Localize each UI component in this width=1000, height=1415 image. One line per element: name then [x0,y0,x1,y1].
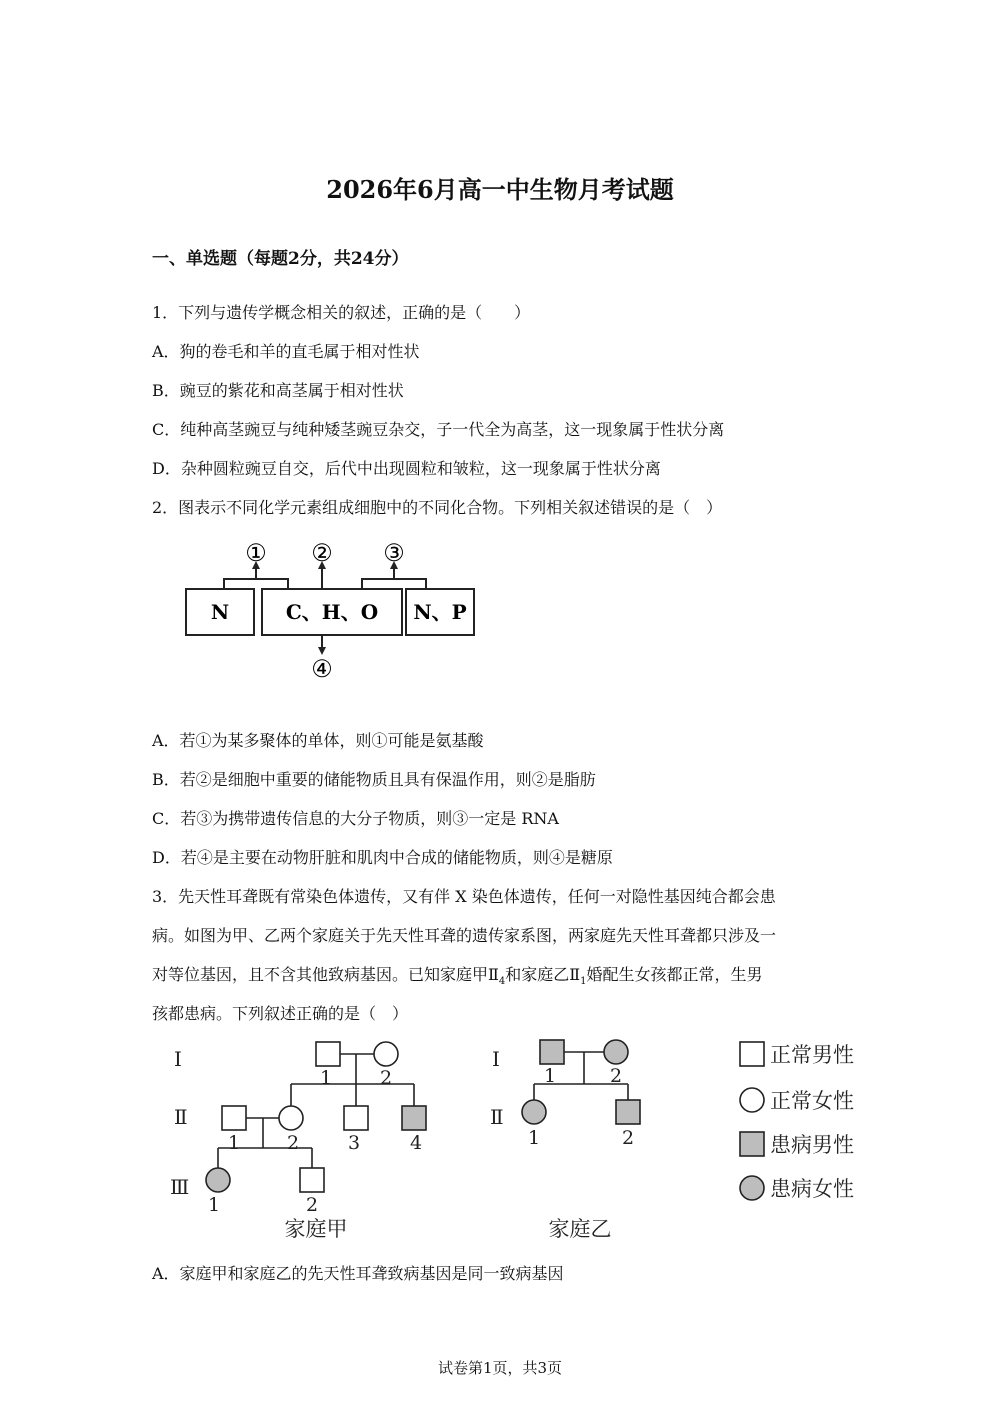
q3-stem-line-3-part3: 婚配生女孩都正常，生男 [586,965,763,984]
legend-affected-female-symbol [740,1176,764,1200]
label-4: ④ [311,655,333,683]
q3-stem-line-3-part2: 和家庭乙Ⅱ [505,965,581,984]
a-ii2-normal-female [279,1106,303,1130]
a-i2-normal-female [374,1042,398,1066]
q1-stem: 1．下列与遗传学概念相关的叙述，正确的是（ ） [152,303,531,322]
box-n-label: N [210,600,230,624]
b-ii2-affected-male [616,1100,640,1124]
gen-label-iii-a: Ⅲ [170,1175,190,1199]
a-ii4-affected-male [402,1106,426,1130]
q3-sub-4: 4 [498,976,506,988]
b-ii1-affected-female [522,1100,546,1124]
b-ii1-number: 1 [527,1127,541,1149]
gen-label-ii-b: Ⅱ [490,1105,504,1129]
legend-normal-female: 正常女性 [770,1089,854,1113]
b-i2-affected-female [604,1040,628,1064]
q2-option-c: C．若③为携带遗传信息的大分子物质，则③一定是 RNA [152,809,559,828]
pedigree-chart [150,1030,890,1250]
legend-normal-female-symbol [740,1088,764,1112]
q3-stem-line-2: 病。如图为甲、乙两个家庭关于先天性耳聋的遗传家系图，两家庭先天性耳聋都只涉及一 [152,926,777,945]
gen-label-ii-a: Ⅱ [174,1105,188,1129]
family-b-caption: 家庭乙 [548,1217,612,1241]
gen-label-i-a: Ⅰ [174,1047,182,1071]
element-compound-diagram [180,535,480,685]
label-3: ③ [383,539,405,567]
q1-option-d: D．杂种圆粒豌豆自交，后代中出现圆粒和皱粒，这一现象属于性状分离 [152,459,661,478]
q2-stem: 2．图表示不同化学元素组成细胞中的不同化合物。下列相关叙述错误的是（ ） [152,498,723,517]
a-iii1-number: 1 [207,1194,221,1216]
legend-affected-male: 患病男性 [770,1133,854,1157]
a-ii3-normal-male [344,1106,368,1130]
a-iii2-number: 2 [305,1194,319,1216]
label-2: ② [311,539,333,567]
a-iii2-normal-male [300,1168,324,1192]
gen-label-i-b: Ⅰ [492,1047,500,1071]
legend-normal-male-symbol [740,1042,764,1066]
page-title: 2026年6月高一中生物月考试题 [326,175,674,204]
a-i1-normal-male [316,1042,340,1066]
page-footer: 试卷第1页，共3页 [437,1359,563,1377]
box-np-label: N、P [413,600,467,624]
a-ii4-number: 4 [409,1132,423,1154]
q3-stem-line-3-part1: 对等位基因，且不含其他致病基因。已知家庭甲Ⅱ [152,965,499,984]
a-ii2-number: 2 [286,1132,300,1154]
b-i1-affected-male [540,1040,564,1064]
legend-normal-male: 正常男性 [770,1043,854,1067]
a-i2-number: 2 [379,1067,393,1089]
b-ii2-number: 2 [621,1127,635,1149]
q2-option-d: D．若④是主要在动物肝脏和肌肉中合成的储能物质，则④是糖原 [152,848,613,867]
box-cho-label: C、H、O [285,600,379,624]
a-ii3-number: 3 [347,1132,361,1154]
q3-stem-line-4: 孩都患病。下列叙述正确的是（ ） [152,1004,409,1023]
q3-option-a: A．家庭甲和家庭乙的先天性耳聋致病基因是同一致病基因 [152,1264,564,1283]
q1-option-b: B．豌豆的紫花和高茎属于相对性状 [152,381,404,400]
a-iii1-affected-female [206,1168,230,1192]
a-i1-number: 1 [319,1067,333,1089]
b-i2-number: 2 [609,1065,623,1087]
family-a-caption: 家庭甲 [284,1217,348,1241]
q3-stem-line-1: 3．先天性耳聋既有常染色体遗传，又有伴 X 染色体遗传，任何一对隐性基因纯合都会患 [152,887,776,906]
q1-option-a: A．狗的卷毛和羊的直毛属于相对性状 [152,342,420,361]
a-ii1-normal-male [222,1106,246,1130]
a-ii1-number: 1 [227,1132,241,1154]
legend-affected-female: 患病女性 [770,1177,854,1201]
q2-option-b: B．若②是细胞中重要的储能物质且具有保温作用，则②是脂肪 [152,770,596,789]
section-heading: 一、单选题（每题2分，共24分） [152,249,409,269]
b-i1-number: 1 [543,1065,557,1087]
q2-option-a: A．若①为某多聚体的单体，则①可能是氨基酸 [152,731,484,750]
legend-affected-male-symbol [740,1132,764,1156]
q3-stem-line-3 [152,962,763,987]
q3-sub-1: 1 [580,976,587,988]
label-1: ① [245,539,267,567]
q1-option-c: C．纯种高茎豌豆与纯种矮茎豌豆杂交，子一代全为高茎，这一现象属于性状分离 [152,420,725,439]
